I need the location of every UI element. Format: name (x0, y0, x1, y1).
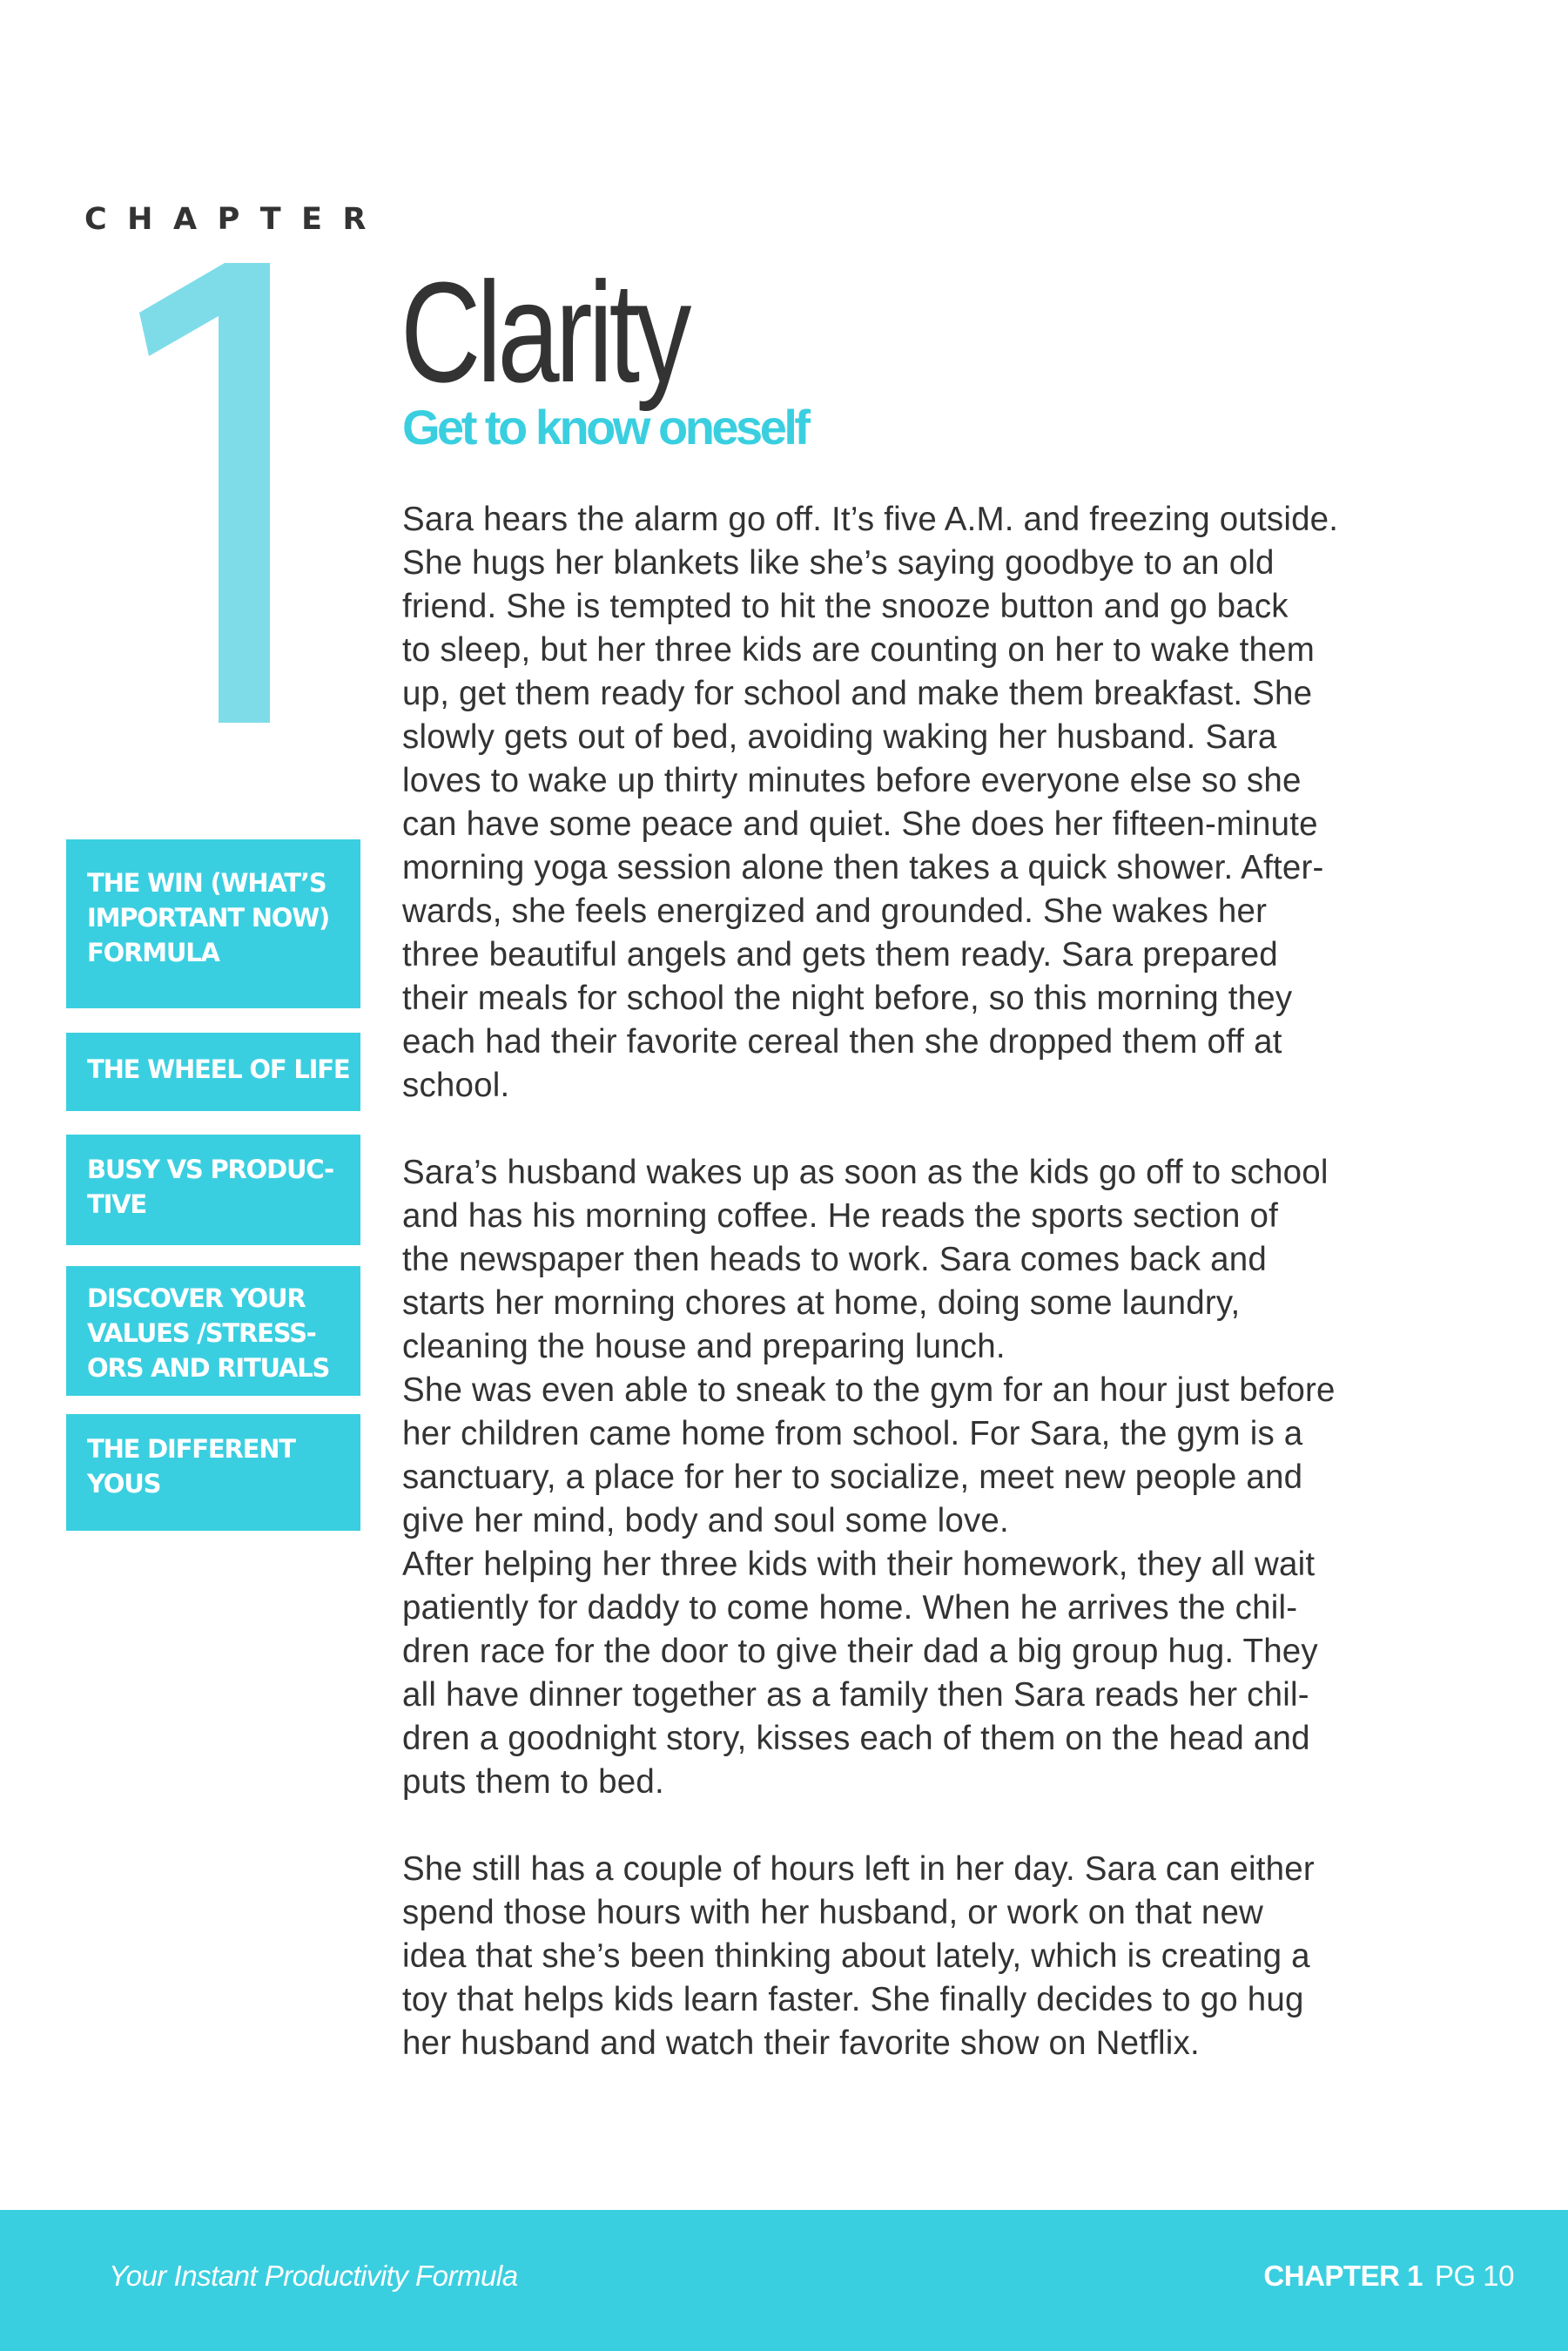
text-line: She still has a couple of hours left in her day. Sara can either (402, 1850, 1315, 1888)
text-line: spend those hours with her husband, or work on that new (402, 1894, 1264, 1931)
text-line: Sara’s husband wakes up as soon as the kids go off to school (402, 1154, 1329, 1191)
text-line: sanctuary, a place for her to socialize, meet new people and (402, 1458, 1303, 1496)
topic-wheel-of-life[interactable] (66, 1033, 360, 1111)
text-line: idea that she’s been thinking about lately, which is creating a (402, 1937, 1310, 1975)
footer-page-info (1263, 2259, 1514, 2294)
text-line: school. (402, 1067, 510, 1104)
chapter-subtitle: Get to know oneself (402, 400, 808, 455)
numeral-one-shape (139, 263, 270, 723)
body-text (402, 498, 1377, 2065)
footer-page-number: PG 10 (1434, 2260, 1514, 2292)
topic-line: THE WHEEL OF LIFE (87, 1054, 350, 1084)
text-line: puts them to bed. (402, 1763, 664, 1801)
topic-line: IMPORTANT NOW) (87, 903, 330, 933)
paragraph-gap (402, 1108, 1377, 1151)
footer-book-title: Your Instant Productivity Formula (109, 2260, 518, 2292)
text-line: her husband and watch their favorite show on Netflix. (402, 2024, 1200, 2062)
paragraph-gap (402, 1804, 1377, 1848)
text-line: After helping her three kids with their homework, they all wait (402, 1546, 1316, 1583)
topic-line: FORMULA (87, 938, 219, 967)
text-line: wards, she feels energized and grounded. She wakes her (402, 893, 1268, 930)
text-line: the newspaper then heads to work. Sara comes back and (402, 1241, 1267, 1278)
text-line: three beautiful angels and gets them ready. Sara prepared (402, 936, 1278, 973)
text-line: can have some peace and quiet. She does her fifteen-minute (402, 805, 1318, 843)
text-line: dren race for the door to give their dad a big group hug. They (402, 1633, 1318, 1670)
text-line: loves to wake up thirty minutes before everyone else so she (402, 762, 1302, 799)
topic-different-yous[interactable] (66, 1414, 360, 1531)
topic-win-formula[interactable] (66, 839, 360, 1008)
text-line: cleaning the house and preparing lunch. (402, 1328, 1006, 1365)
topic-line: TIVE (87, 1189, 147, 1219)
text-line: starts her morning chores at home, doing some laundry, (402, 1284, 1241, 1322)
text-line: dren a goodnight story, kisses each of them on the head and (402, 1720, 1310, 1757)
topic-busy-vs-productive[interactable] (66, 1135, 360, 1245)
chapter-number-numeral (131, 257, 279, 731)
topic-line: VALUES /STRESS- (87, 1318, 316, 1348)
text-line: their meals for school the night before, so this morning they (402, 980, 1293, 1017)
topic-line: THE DIFFERENT (87, 1434, 295, 1464)
text-line: morning yoga session alone then takes a quick shower. After- (402, 849, 1324, 886)
chapter-title: Clarity (400, 253, 688, 412)
topic-values-stressors-rituals[interactable] (66, 1266, 360, 1396)
text-line: and has his morning coffee. He reads the sports section of (402, 1197, 1279, 1235)
topic-line: THE WIN (WHAT’S (87, 868, 326, 898)
chapter-label: CHAPTER (84, 202, 387, 237)
topic-line: YOUS (87, 1469, 161, 1499)
page-footer (0, 2210, 1568, 2351)
text-line: She was even able to sneak to the gym for an hour just before (402, 1371, 1336, 1409)
text-line: friend. She is tempted to hit the snooze button and go back (402, 588, 1289, 625)
text-line: She hugs her blankets like she’s saying goodbye to an old (402, 544, 1275, 582)
paragraph (402, 498, 1377, 1108)
text-line: give her mind, body and soul some love. (402, 1502, 1009, 1539)
paragraph (402, 1848, 1377, 2065)
text-line: to sleep, but her three kids are counting on her to wake them (402, 631, 1316, 669)
paragraph (402, 1151, 1377, 1804)
text-line: all have dinner together as a family then Sara reads her chil- (402, 1676, 1309, 1714)
topic-line: BUSY VS PRODUC- (87, 1155, 333, 1184)
text-line: toy that helps kids learn faster. She finally decides to go hug (402, 1981, 1304, 2018)
text-line: slowly gets out of bed, avoiding waking her husband. Sara (402, 718, 1277, 756)
topic-line: ORS AND RITUALS (87, 1353, 330, 1383)
text-line: her children came home from school. For Sara, the gym is a (402, 1415, 1303, 1452)
text-line: Sara hears the alarm go off. It’s five A.M. and freezing outside. (402, 501, 1339, 538)
text-line: each had their favorite cereal then she dropped them off at (402, 1023, 1282, 1061)
footer-chapter-label: CHAPTER 1 (1263, 2260, 1423, 2292)
text-line: patiently for daddy to come home. When he arrives the chil- (402, 1589, 1298, 1627)
topic-line: DISCOVER YOUR (87, 1283, 306, 1313)
text-line: up, get them ready for school and make them breakfast. She (402, 675, 1313, 712)
